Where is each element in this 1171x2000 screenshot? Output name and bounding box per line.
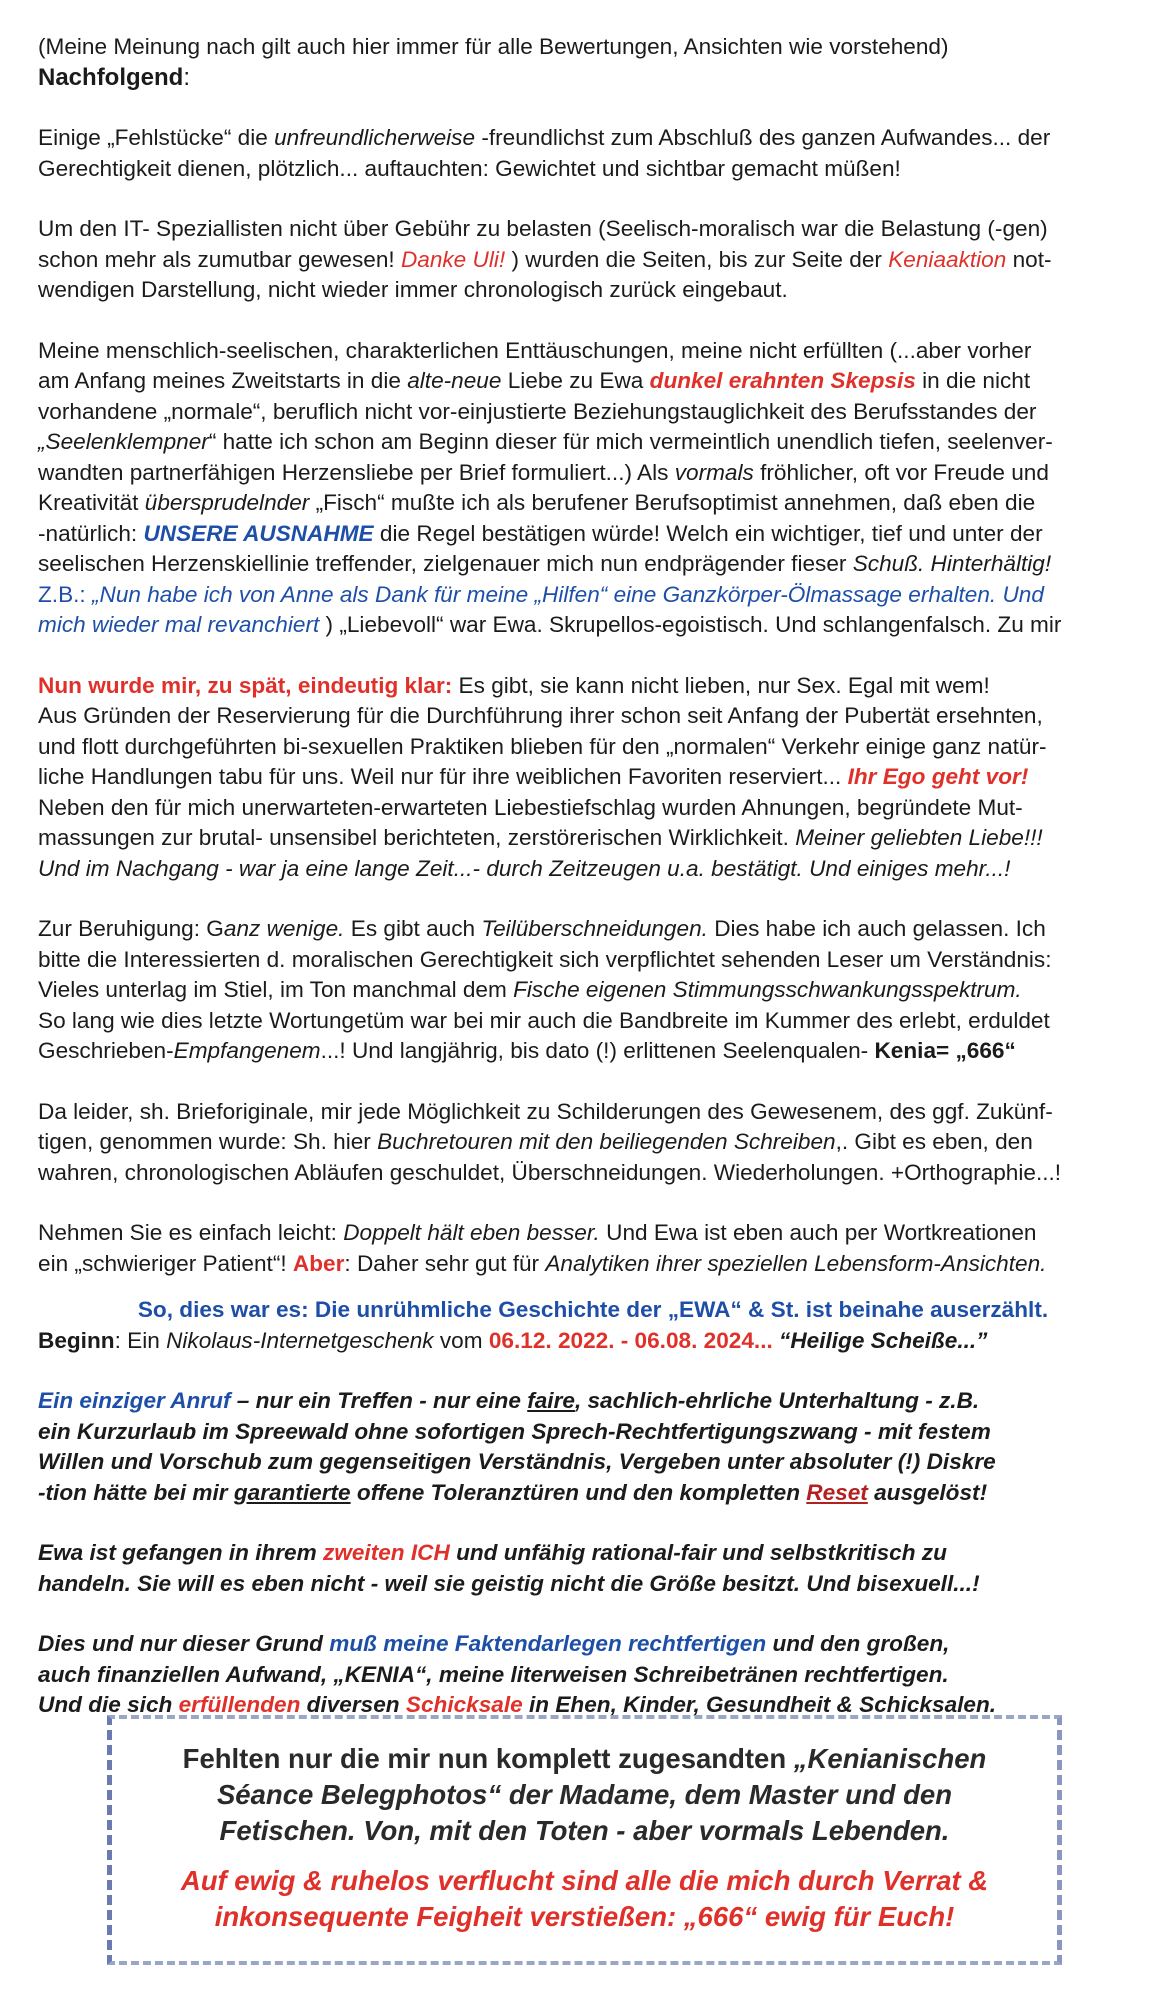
text: Einige „Fehlstücke“ die <box>38 125 275 150</box>
text-italic: „Seelenklempner <box>38 429 209 454</box>
paragraph-it-spezialisten <box>38 214 1148 306</box>
text: Um den IT- Speziallisten nicht über Gebühr zu belasten (Seelisch-moralisch war die Belastung (-gen) <box>38 216 1048 241</box>
text: handeln. Sie will es eben nicht - weil sie geistig nicht die Größe besitzt. Und bisexuell...! <box>38 1570 980 1596</box>
text-bold: Beginn <box>38 1327 115 1353</box>
text: Meine menschlich-seelischen, charakterlichen Enttäuschungen, meine nicht erfüllten (...aber vorher <box>38 337 1032 363</box>
text-blue: muß meine Faktendarlegen rechtfertigen <box>329 1631 767 1656</box>
text: wendigen Darstellung, nicht wieder immer chronologisch zurück eingebaut. <box>38 277 788 302</box>
text: bitte die Interessierten d. moralischen Gerechtigkeit sich verpflichtet sehenden Leser um Verständnis: <box>38 946 1052 972</box>
paragraph-eindeutig-klar <box>38 671 1148 885</box>
text-underline: garantierte <box>233 1479 351 1505</box>
text: – nur ein Treffen - nur eine <box>230 1388 528 1413</box>
text: Dies und nur dieser Grund <box>38 1631 330 1656</box>
text-italic: Teilüberschneidungen. <box>481 916 708 941</box>
document-body <box>38 32 1148 1721</box>
text-blue-bold: UNSERE AUSNAHME <box>143 520 374 546</box>
text: Nehmen Sie es einfach leicht: <box>38 1220 344 1245</box>
text-blue: Z.B.: <box>38 581 92 607</box>
text: ,. Gibt es eben, den <box>835 1129 1033 1154</box>
closing-box <box>107 1715 1062 1965</box>
text: Kreativität <box>38 490 145 515</box>
text: Es gibt, sie kann nicht lieben, nur Sex. Egal mit wem! <box>452 672 990 698</box>
paragraph-enttaeuschungen <box>38 336 1148 641</box>
text: Séance Belegphotos <box>216 1779 488 1810</box>
paragraph-anruf <box>38 1386 1148 1508</box>
text: -tion hätte bei mir <box>38 1479 234 1505</box>
text-red-bold: Ihr Ego geht vor! <box>847 764 1029 789</box>
text: -natürlich: <box>38 520 144 546</box>
text-italic: übersprudelnder <box>144 490 310 515</box>
text: Aus Gründen der Reservierung für die Durchführung ihrer schon seit Anfang der Pubertät ersehnten, <box>38 703 1043 728</box>
heading-colon: : <box>183 63 191 91</box>
text-red: zweiten ICH <box>323 1540 450 1565</box>
intro-line: (Meine Meinung nach gilt auch hier immer für alle Bewertungen, Ansichten wie vorstehend) <box>38 34 949 59</box>
text: ein „schwieriger Patient“! <box>38 1250 293 1276</box>
text: : Daher sehr gut für <box>344 1250 546 1276</box>
paragraph-beruhigung <box>38 914 1148 1067</box>
text-italic: unfreundlicherweise <box>274 125 476 150</box>
text: “ der Madame, dem Master und den <box>487 1779 953 1810</box>
text: Willen und Vorschub zum gegenseitigen Verständnis, Vergeben unter absoluter (!) Diskre <box>38 1449 996 1474</box>
text-blue-italic: „Nun habe ich von Anne als Dank für meine „Hilfen“ eine Ganzkörper-Ölmassage erhalten. Und <box>91 581 1044 607</box>
paragraph-brieforiginale <box>38 1097 1148 1189</box>
text-italic: Und im Nachgang - war ja eine lange Zeit...- durch Zeitzeugen u.a. bestätigt. Und einiges mehr...! <box>38 855 1011 881</box>
text: ...! Und langjährig, bis dato (!) erlittenen Seelenqualen- <box>320 1038 875 1063</box>
text: Dies habe ich auch gelassen. Ich <box>707 916 1046 941</box>
text: auch finanziellen Aufwand, „KENIA“, meine literweisen Schreibetränen rechtfertigen. <box>38 1661 949 1687</box>
paragraph-geschichte <box>38 1295 1148 1356</box>
text: und den großen, <box>766 1631 950 1656</box>
text-red: erfüllenden <box>178 1692 301 1717</box>
text: vorhandene „normale“, beruflich nicht vor-einjustierte Beziehungstauglichkeit des Berufsstandes der <box>38 398 1037 424</box>
story-summary-line: So, dies war es: Die unrühmliche Geschichte der „EWA“ & St. ist beinahe auserzählt. <box>137 1297 1049 1322</box>
text: „Fisch“ mußte ich als berufener Berufsoptimist annehmen, daß eben die <box>309 490 1036 515</box>
text: massungen zur brutal- unsensibel berichteten, zerstörerischen Wirklichkeit. <box>38 825 796 850</box>
text-italic: alte-neue <box>407 368 502 393</box>
box-line <box>112 1777 1057 1813</box>
text-red-italic: Danke Uli! <box>400 246 506 272</box>
text-red-italic: Keniaaktion <box>888 246 1007 272</box>
text: Fehlten nur die mir nun komplett zugesandten <box>182 1743 794 1774</box>
text: Gerechtigkeit dienen, plötzlich... auftauchten: Gewichtet und sichtbar gemacht müßen! <box>38 155 901 181</box>
text: ausgelöst! <box>867 1479 988 1505</box>
heading-nachfolgend <box>38 63 1148 94</box>
text-bold-italic: “Heilige Scheiße...” <box>772 1327 988 1353</box>
text: ein Kurzurlaub im Spreewald ohne sofortigen Sprech-Rechtfertigungszwang - mit festem <box>38 1418 991 1444</box>
text: Liebe zu Ewa <box>501 368 650 393</box>
text-italic: Fische eigenen Stimmungsschwankungsspektrum. <box>513 977 1022 1002</box>
text: in Ehen, Kinder, Gesundheit & Schicksalen. <box>522 1692 997 1717</box>
text-italic: Schuß. Hinterhältig! <box>852 551 1052 576</box>
text: diversen <box>300 1692 406 1717</box>
box-line: Fetischen. Von, mit den Toten - aber vormals Lebenden. <box>219 1815 950 1846</box>
text: Und die sich <box>38 1692 179 1717</box>
text: in die nicht <box>915 368 1031 393</box>
text-underline: faire <box>527 1388 575 1413</box>
text: fröhlicher, oft vor Freude und <box>753 459 1049 485</box>
text-red-bold: Aber <box>292 1250 345 1276</box>
text: am Anfang meines Zweitstarts in die <box>38 368 408 393</box>
text: ) „Liebevoll“ war Ewa. Skrupellos-egoistisch. Und schlangenfalsch. Zu mir <box>319 612 1062 637</box>
text: und unfähig rational-fair und selbstkritisch zu <box>449 1540 947 1565</box>
text: Da leider, sh. Brieforiginale, mir jede Möglichkeit zu Schilderungen des Gewesenem, des ggf. Zukünf- <box>38 1098 1053 1124</box>
text: tigen, genommen wurde: Sh. hier <box>38 1129 378 1154</box>
text-italic: Empfangenem <box>173 1038 321 1063</box>
box-curse-line: Auf ewig & ruhelos verflucht sind alle die mich durch Verrat & <box>180 1865 989 1896</box>
text-italic: Doppelt hält eben besser. <box>343 1220 600 1245</box>
text-italic: anz wenige. <box>223 916 345 941</box>
text-italic: Analytiken ihrer speziellen Lebensform-Ansichten. <box>545 1250 1047 1276</box>
text-red-bold: 06.12. 2022. - 06.08. 2024... <box>488 1327 773 1353</box>
text: die Regel bestätigen würde! Welch ein wichtiger, tief und unter der <box>373 520 1043 546</box>
box-line <box>112 1741 1057 1777</box>
text: “ hatte ich schon am Beginn dieser für mich vermeintlich unendlich tiefen, seelenver- <box>208 429 1053 454</box>
text: liche Handlungen tabu für uns. Weil nur für ihre weiblichen Favoriten reserviert... <box>38 764 848 789</box>
box-curse-line: inkonsequente Feigheit verstießen: „666“ ewig für Euch! <box>214 1901 955 1932</box>
text: seelischen Herzenskiellinie treffender, zielgenauer mich nun endprägender fieser <box>38 551 853 576</box>
text-italic: vormals <box>674 459 754 485</box>
text: offene Toleranztüren und den kompletten <box>350 1479 807 1505</box>
text-italic: Buchretouren mit den beiliegenden Schreiben <box>377 1129 836 1154</box>
text: , sachlich-ehrliche Unterhaltung - z.B. <box>574 1388 980 1413</box>
text: und flott durchgeführten bi-sexuellen Praktiken blieben für den „normalen“ Verkehr einige ganz natür- <box>38 733 1047 759</box>
text: Und Ewa ist eben auch per Wortkreationen <box>599 1220 1037 1245</box>
text: Zur Beruhigung: G <box>38 916 224 941</box>
text-italic: „Kenianischen <box>793 1743 987 1774</box>
text: vom <box>433 1327 489 1353</box>
text: schon mehr als zumutbar gewesen! <box>38 246 401 272</box>
text-blue-italic: mich wieder mal revanchiert <box>38 612 320 637</box>
text: -freundlichst zum Abschluß des ganzen Aufwandes... der <box>475 125 1051 150</box>
text: ) wurden die Seiten, bis zur Seite der <box>505 246 889 272</box>
text: wandten partnerfähigen Herzensliebe per Brief formuliert...) Als <box>38 459 675 485</box>
text: Ewa ist gefangen in ihrem <box>38 1540 323 1565</box>
paragraph-leicht <box>38 1218 1148 1279</box>
text-italic: Meiner geliebten Liebe!!! <box>795 825 1043 850</box>
text: wahren, chronologischen Abläufen geschuldet, Überschneidungen. Wiederholungen. +Orthographie...! <box>38 1159 1062 1185</box>
text: Es gibt auch <box>344 916 482 941</box>
text-italic: Nikolaus-Internetgeschenk <box>166 1327 434 1353</box>
paragraph-grund <box>38 1629 1148 1721</box>
text-bold: Kenia= „666“ <box>874 1038 1016 1063</box>
closing-box-text <box>112 1741 1057 1935</box>
text-red-bold: Nun wurde mir, zu spät, eindeutig klar: <box>38 672 453 698</box>
text-blue: Ein einziger Anruf <box>38 1388 231 1413</box>
text: Geschrieben- <box>38 1038 174 1063</box>
text-red: Schicksale <box>405 1692 523 1717</box>
text: Vieles unterlag im Stiel, im Ton manchmal dem <box>38 977 514 1002</box>
text: Neben den für mich unerwarteten-erwarteten Liebestiefschlag wurden Ahnungen, begründete Mut- <box>38 794 1023 820</box>
text-red-bold: dunkel erahnten Skepsis <box>649 368 916 393</box>
text: So lang wie dies letzte Wortungetüm war bei mir auch die Bandbreite im Kummer des erlebt, erduldet <box>38 1007 1050 1033</box>
heading-text: Nachfolgend <box>38 63 184 91</box>
text-red-underline: Reset <box>806 1479 868 1505</box>
text: : Ein <box>114 1327 167 1353</box>
text: not- <box>1006 246 1052 272</box>
paragraph-fehlstuecke <box>38 123 1148 184</box>
paragraph-gefangen <box>38 1538 1148 1599</box>
